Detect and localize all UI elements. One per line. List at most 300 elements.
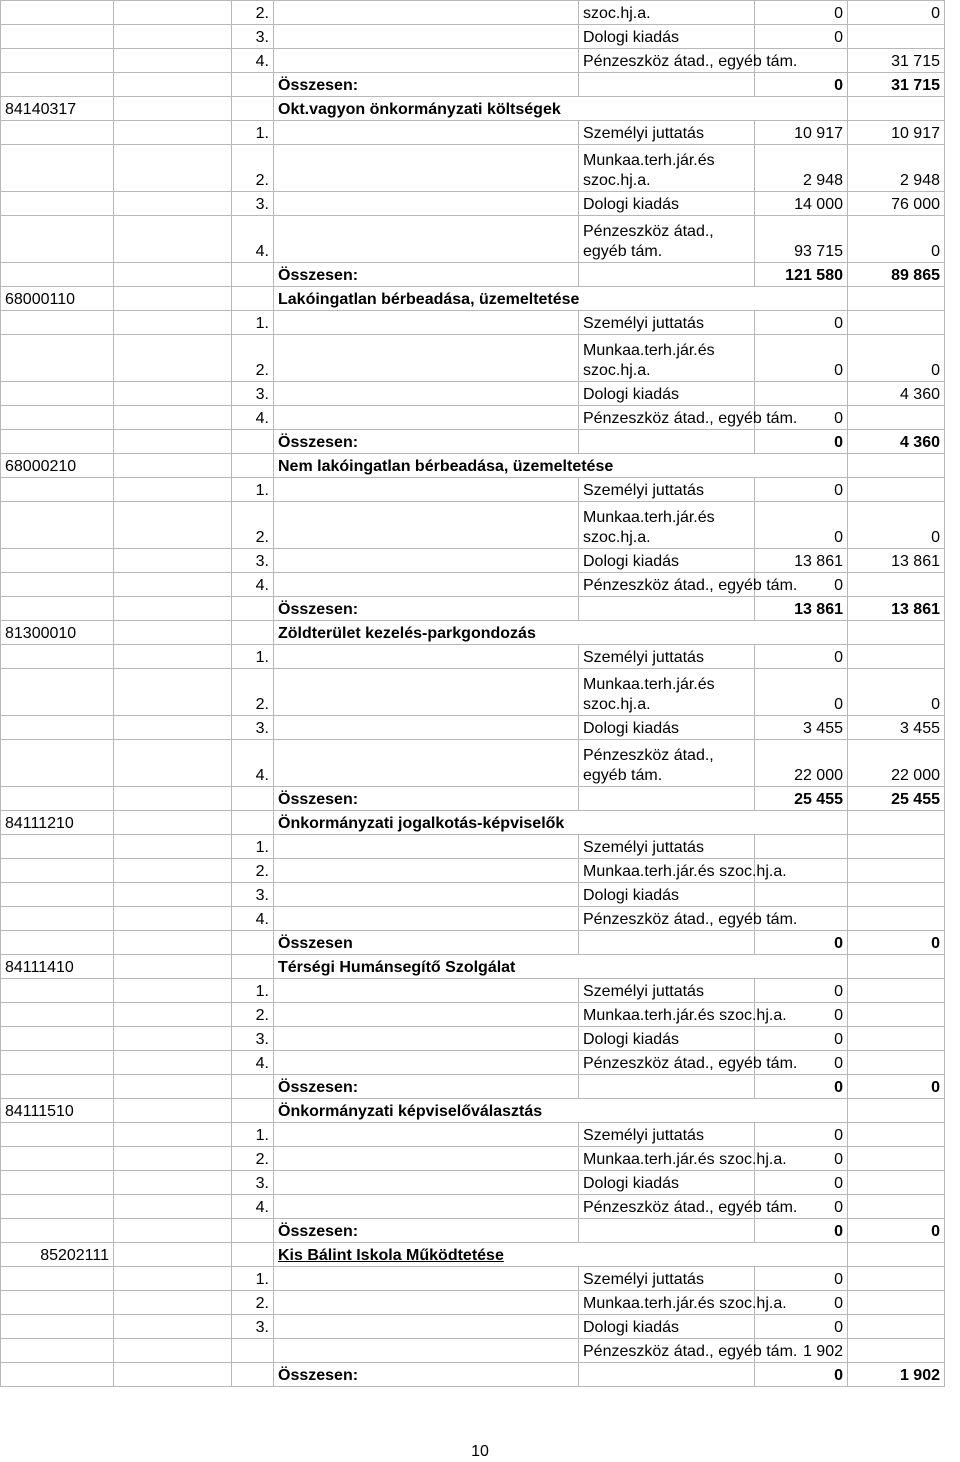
item-label: Munkaa.terh.jár.és szoc.hj.a. xyxy=(579,859,755,883)
total-row xyxy=(1,1075,945,1099)
empty-cell xyxy=(274,549,579,573)
item-value-2 xyxy=(848,1171,945,1195)
section-title: Okt.vagyon önkormányzati költségek xyxy=(274,97,848,121)
item-value-1: 0 xyxy=(755,645,848,669)
item-label: Munkaa.terh.jár.és szoc.hj.a. xyxy=(579,145,755,192)
item-value-1: 0 xyxy=(755,669,848,716)
empty-cell xyxy=(1,787,114,811)
item-value-1: 14 000 xyxy=(755,192,848,216)
line-item-row xyxy=(1,549,945,573)
item-number: 4. xyxy=(232,406,274,430)
item-value-2: 22 000 xyxy=(848,740,945,787)
item-value-1: 0 xyxy=(755,1,848,25)
item-value-1: 0 xyxy=(755,335,848,382)
item-label: szoc.hj.a. xyxy=(579,1,755,25)
section-code: 84111410 xyxy=(1,955,114,979)
item-value-1 xyxy=(755,835,848,859)
item-number: 2. xyxy=(232,1147,274,1171)
empty-cell xyxy=(1,430,114,454)
line-item-row xyxy=(1,1,945,25)
item-value-2: 0 xyxy=(848,216,945,263)
empty-cell xyxy=(114,1171,232,1195)
empty-cell xyxy=(274,1051,579,1075)
empty-cell xyxy=(114,811,232,835)
item-value-2 xyxy=(848,1051,945,1075)
empty-cell xyxy=(114,669,232,716)
total-label: Összesen: xyxy=(274,430,579,454)
item-value-2 xyxy=(848,645,945,669)
item-value-1: 0 xyxy=(755,1003,848,1027)
line-item-row xyxy=(1,573,945,597)
empty-cell xyxy=(1,740,114,787)
total-value-2: 1 902 xyxy=(848,1363,945,1387)
item-number: 2. xyxy=(232,502,274,549)
item-value-2: 0 xyxy=(848,1,945,25)
empty-cell xyxy=(848,454,945,478)
item-number: 2. xyxy=(232,1,274,25)
empty-cell xyxy=(1,335,114,382)
empty-cell xyxy=(1,1,114,25)
empty-cell xyxy=(274,1003,579,1027)
line-item-row xyxy=(1,979,945,1003)
total-row xyxy=(1,430,945,454)
empty-cell xyxy=(1,1075,114,1099)
total-label: Összesen: xyxy=(274,597,579,621)
total-value-2: 89 865 xyxy=(848,263,945,287)
empty-cell xyxy=(232,263,274,287)
item-value-1: 0 xyxy=(755,1027,848,1051)
empty-cell xyxy=(114,1,232,25)
empty-cell xyxy=(1,883,114,907)
item-label: Személyi juttatás xyxy=(579,835,755,859)
item-value-1: 93 715 xyxy=(755,216,848,263)
item-value-2 xyxy=(848,1339,945,1363)
total-label: Összesen: xyxy=(274,787,579,811)
empty-cell xyxy=(232,430,274,454)
item-value-1: 0 xyxy=(755,573,848,597)
item-label: Dologi kiadás xyxy=(579,1027,755,1051)
item-value-2 xyxy=(848,1027,945,1051)
item-value-1: 3 455 xyxy=(755,716,848,740)
total-value-1: 121 580 xyxy=(755,263,848,287)
empty-cell xyxy=(114,25,232,49)
empty-cell xyxy=(114,121,232,145)
empty-cell xyxy=(114,1315,232,1339)
item-number: 3. xyxy=(232,549,274,573)
item-value-1: 13 861 xyxy=(755,549,848,573)
empty-cell xyxy=(848,97,945,121)
total-value-1: 0 xyxy=(755,1219,848,1243)
total-value-1: 0 xyxy=(755,430,848,454)
empty-cell xyxy=(114,955,232,979)
empty-cell xyxy=(114,311,232,335)
total-value-2: 25 455 xyxy=(848,787,945,811)
empty-cell xyxy=(579,430,755,454)
section-header-row xyxy=(1,454,945,478)
empty-cell xyxy=(1,1003,114,1027)
line-item-row xyxy=(1,1003,945,1027)
item-value-1: 1 902 xyxy=(755,1339,848,1363)
empty-cell xyxy=(232,787,274,811)
item-value-2 xyxy=(848,406,945,430)
empty-cell xyxy=(114,597,232,621)
item-number: 4. xyxy=(232,216,274,263)
total-row xyxy=(1,1363,945,1387)
item-number: 4. xyxy=(232,907,274,931)
item-number: 3. xyxy=(232,1027,274,1051)
total-value-2: 13 861 xyxy=(848,597,945,621)
empty-cell xyxy=(1,49,114,73)
item-label: Pénzeszköz átad., egyéb tám. xyxy=(579,406,755,430)
item-number: 2. xyxy=(232,1003,274,1027)
empty-cell xyxy=(848,955,945,979)
empty-cell xyxy=(114,335,232,382)
empty-cell xyxy=(232,597,274,621)
empty-cell xyxy=(1,121,114,145)
item-label: Személyi juttatás xyxy=(579,645,755,669)
item-value-2 xyxy=(848,1267,945,1291)
empty-cell xyxy=(114,73,232,97)
item-label: Dologi kiadás xyxy=(579,1315,755,1339)
item-number: 2. xyxy=(232,859,274,883)
empty-cell xyxy=(274,502,579,549)
item-value-2: 2 948 xyxy=(848,145,945,192)
empty-cell xyxy=(114,1003,232,1027)
item-label: Munkaa.terh.jár.és szoc.hj.a. xyxy=(579,335,755,382)
total-row xyxy=(1,1219,945,1243)
line-item-row xyxy=(1,645,945,669)
item-number: 1. xyxy=(232,478,274,502)
empty-cell xyxy=(114,49,232,73)
section-title: Kis Bálint Iskola Működtetése xyxy=(274,1243,848,1267)
line-item-row xyxy=(1,1267,945,1291)
empty-cell xyxy=(114,621,232,645)
empty-cell xyxy=(1,1147,114,1171)
empty-cell xyxy=(114,1243,232,1267)
item-label: Munkaa.terh.jár.és szoc.hj.a. xyxy=(579,1003,755,1027)
empty-cell xyxy=(114,979,232,1003)
empty-cell xyxy=(232,1363,274,1387)
line-item-row xyxy=(1,216,945,263)
line-item-row xyxy=(1,1051,945,1075)
item-label: Pénzeszköz átad., egyéb tám. xyxy=(579,1339,755,1363)
empty-cell xyxy=(274,1291,579,1315)
total-value-1: 0 xyxy=(755,931,848,955)
empty-cell xyxy=(114,1267,232,1291)
empty-cell xyxy=(114,192,232,216)
item-number: 1. xyxy=(232,1123,274,1147)
total-value-1: 0 xyxy=(755,1363,848,1387)
item-label: Pénzeszköz átad., egyéb tám. xyxy=(579,740,755,787)
empty-cell xyxy=(114,1027,232,1051)
section-title: Önkormányzati jogalkotás-képviselők xyxy=(274,811,848,835)
empty-cell xyxy=(1,573,114,597)
empty-cell xyxy=(274,192,579,216)
empty-cell xyxy=(848,1099,945,1123)
empty-cell xyxy=(114,287,232,311)
item-label: Pénzeszköz átad., egyéb tám. xyxy=(579,1051,755,1075)
empty-cell xyxy=(1,979,114,1003)
line-item-row xyxy=(1,502,945,549)
item-value-2: 0 xyxy=(848,502,945,549)
section-title: Térségi Humánsegítő Szolgálat xyxy=(274,955,848,979)
item-value-2 xyxy=(848,835,945,859)
empty-cell xyxy=(274,311,579,335)
item-value-2 xyxy=(848,859,945,883)
item-value-1: 0 xyxy=(755,1195,848,1219)
empty-cell xyxy=(1,1219,114,1243)
item-value-2: 0 xyxy=(848,669,945,716)
item-value-1: 0 xyxy=(755,478,848,502)
item-label: Dologi kiadás xyxy=(579,883,755,907)
item-value-2 xyxy=(848,1003,945,1027)
empty-cell xyxy=(1,406,114,430)
item-label: Személyi juttatás xyxy=(579,311,755,335)
empty-cell xyxy=(1,907,114,931)
empty-cell xyxy=(232,1099,274,1123)
empty-cell xyxy=(1,931,114,955)
item-value-2 xyxy=(848,311,945,335)
line-item-row xyxy=(1,121,945,145)
item-value-1: 0 xyxy=(755,1171,848,1195)
empty-cell xyxy=(232,454,274,478)
empty-cell xyxy=(114,97,232,121)
empty-cell xyxy=(848,811,945,835)
item-label: Dologi kiadás xyxy=(579,716,755,740)
item-value-2: 0 xyxy=(848,335,945,382)
item-value-2 xyxy=(848,1123,945,1147)
item-value-2: 76 000 xyxy=(848,192,945,216)
empty-cell xyxy=(274,335,579,382)
empty-cell xyxy=(114,1291,232,1315)
item-value-2: 4 360 xyxy=(848,382,945,406)
item-number: 1. xyxy=(232,311,274,335)
empty-cell xyxy=(114,382,232,406)
item-number: 3. xyxy=(232,25,274,49)
empty-cell xyxy=(1,1363,114,1387)
empty-cell xyxy=(274,1027,579,1051)
empty-cell xyxy=(579,1363,755,1387)
empty-cell xyxy=(1,1339,114,1363)
line-item-row xyxy=(1,907,945,931)
empty-cell xyxy=(114,1123,232,1147)
section-header-row xyxy=(1,1099,945,1123)
empty-cell xyxy=(274,669,579,716)
item-label: Dologi kiadás xyxy=(579,25,755,49)
empty-cell xyxy=(274,740,579,787)
item-label: Dologi kiadás xyxy=(579,192,755,216)
total-row xyxy=(1,597,945,621)
section-header-row xyxy=(1,97,945,121)
item-number: 1. xyxy=(232,979,274,1003)
line-item-row xyxy=(1,25,945,49)
item-value-1: 0 xyxy=(755,406,848,430)
empty-cell xyxy=(114,430,232,454)
item-number: 2. xyxy=(232,145,274,192)
item-number xyxy=(232,1339,274,1363)
item-number: 3. xyxy=(232,1171,274,1195)
empty-cell xyxy=(579,263,755,287)
total-row xyxy=(1,73,945,97)
line-item-row xyxy=(1,1315,945,1339)
item-value-1: 0 xyxy=(755,1267,848,1291)
section-header-row xyxy=(1,1243,945,1267)
empty-cell xyxy=(1,192,114,216)
empty-cell xyxy=(1,216,114,263)
empty-cell xyxy=(114,1099,232,1123)
item-value-2: 13 861 xyxy=(848,549,945,573)
item-number: 1. xyxy=(232,645,274,669)
item-label: Pénzeszköz átad., egyéb tám. xyxy=(579,216,755,263)
empty-cell xyxy=(274,645,579,669)
empty-cell xyxy=(1,25,114,49)
item-value-2 xyxy=(848,1315,945,1339)
item-value-2 xyxy=(848,883,945,907)
empty-cell xyxy=(1,597,114,621)
line-item-row xyxy=(1,382,945,406)
item-number: 4. xyxy=(232,49,274,73)
item-value-1: 0 xyxy=(755,1291,848,1315)
empty-cell xyxy=(1,859,114,883)
empty-cell xyxy=(274,979,579,1003)
empty-cell xyxy=(114,907,232,931)
section-code: 81300010 xyxy=(1,621,114,645)
empty-cell xyxy=(114,478,232,502)
empty-cell xyxy=(1,1195,114,1219)
empty-cell xyxy=(232,621,274,645)
item-number: 3. xyxy=(232,1315,274,1339)
empty-cell xyxy=(274,478,579,502)
empty-cell xyxy=(1,1315,114,1339)
item-value-2 xyxy=(848,573,945,597)
item-value-1: 0 xyxy=(755,1315,848,1339)
budget-table-body xyxy=(1,1,945,1387)
item-value-1 xyxy=(755,883,848,907)
total-row xyxy=(1,263,945,287)
empty-cell xyxy=(232,73,274,97)
empty-cell xyxy=(114,573,232,597)
empty-cell xyxy=(232,1075,274,1099)
empty-cell xyxy=(274,859,579,883)
section-header-row xyxy=(1,955,945,979)
total-value-1: 25 455 xyxy=(755,787,848,811)
total-value-2: 0 xyxy=(848,1219,945,1243)
empty-cell xyxy=(579,1075,755,1099)
item-label: Dologi kiadás xyxy=(579,382,755,406)
item-value-1 xyxy=(755,382,848,406)
empty-cell xyxy=(114,502,232,549)
item-number: 4. xyxy=(232,573,274,597)
item-value-1: 10 917 xyxy=(755,121,848,145)
empty-cell xyxy=(114,859,232,883)
line-item-row xyxy=(1,883,945,907)
item-value-2 xyxy=(848,1195,945,1219)
item-label: Személyi juttatás xyxy=(579,1267,755,1291)
total-label: Összesen: xyxy=(274,73,579,97)
empty-cell xyxy=(274,1,579,25)
empty-cell xyxy=(1,645,114,669)
empty-cell xyxy=(274,406,579,430)
item-number: 2. xyxy=(232,335,274,382)
item-label: Pénzeszköz átad., egyéb tám. xyxy=(579,49,755,73)
item-label: Személyi juttatás xyxy=(579,478,755,502)
empty-cell xyxy=(274,1267,579,1291)
line-item-row xyxy=(1,1171,945,1195)
section-code: 68000210 xyxy=(1,454,114,478)
empty-cell xyxy=(274,1195,579,1219)
item-value-2: 31 715 xyxy=(848,49,945,73)
empty-cell xyxy=(114,883,232,907)
empty-cell xyxy=(579,787,755,811)
line-item-row xyxy=(1,1147,945,1171)
item-number: 1. xyxy=(232,121,274,145)
total-label: Összesen: xyxy=(274,1363,579,1387)
empty-cell xyxy=(274,907,579,931)
empty-cell xyxy=(1,835,114,859)
item-label: Munkaa.terh.jár.és szoc.hj.a. xyxy=(579,1147,755,1171)
empty-cell xyxy=(114,740,232,787)
line-item-row xyxy=(1,192,945,216)
empty-cell xyxy=(114,216,232,263)
item-label: Dologi kiadás xyxy=(579,1171,755,1195)
empty-cell xyxy=(1,1267,114,1291)
total-row xyxy=(1,787,945,811)
line-item-row xyxy=(1,406,945,430)
total-value-2: 0 xyxy=(848,931,945,955)
section-code: 84111510 xyxy=(1,1099,114,1123)
line-item-row xyxy=(1,311,945,335)
empty-cell xyxy=(232,955,274,979)
empty-cell xyxy=(274,216,579,263)
empty-cell xyxy=(579,73,755,97)
section-title: Nem lakóingatlan bérbeadása, üzemeltetése xyxy=(274,454,848,478)
empty-cell xyxy=(1,716,114,740)
item-label: Személyi juttatás xyxy=(579,979,755,1003)
empty-cell xyxy=(114,1195,232,1219)
empty-cell xyxy=(274,1147,579,1171)
section-header-row xyxy=(1,621,945,645)
item-value-2: 3 455 xyxy=(848,716,945,740)
item-value-1: 0 xyxy=(755,1123,848,1147)
empty-cell xyxy=(114,1219,232,1243)
empty-cell xyxy=(114,1147,232,1171)
empty-cell xyxy=(1,669,114,716)
item-label: Pénzeszköz átad., egyéb tám. xyxy=(579,1195,755,1219)
section-header-row xyxy=(1,287,945,311)
line-item-row xyxy=(1,669,945,716)
item-value-1: 0 xyxy=(755,311,848,335)
item-value-2 xyxy=(848,25,945,49)
empty-cell xyxy=(1,145,114,192)
section-title: Zöldterület kezelés-parkgondozás xyxy=(274,621,848,645)
empty-cell xyxy=(579,597,755,621)
empty-cell xyxy=(579,931,755,955)
line-item-row xyxy=(1,1339,945,1363)
empty-cell xyxy=(232,1243,274,1267)
empty-cell xyxy=(114,835,232,859)
empty-cell xyxy=(579,1219,755,1243)
empty-cell xyxy=(274,49,579,73)
empty-cell xyxy=(114,931,232,955)
total-row xyxy=(1,931,945,955)
empty-cell xyxy=(1,549,114,573)
section-header-row xyxy=(1,811,945,835)
empty-cell xyxy=(114,1363,232,1387)
empty-cell xyxy=(274,1339,579,1363)
total-label: Összesen: xyxy=(274,1075,579,1099)
item-value-1: 0 xyxy=(755,1147,848,1171)
item-label: Dologi kiadás xyxy=(579,549,755,573)
